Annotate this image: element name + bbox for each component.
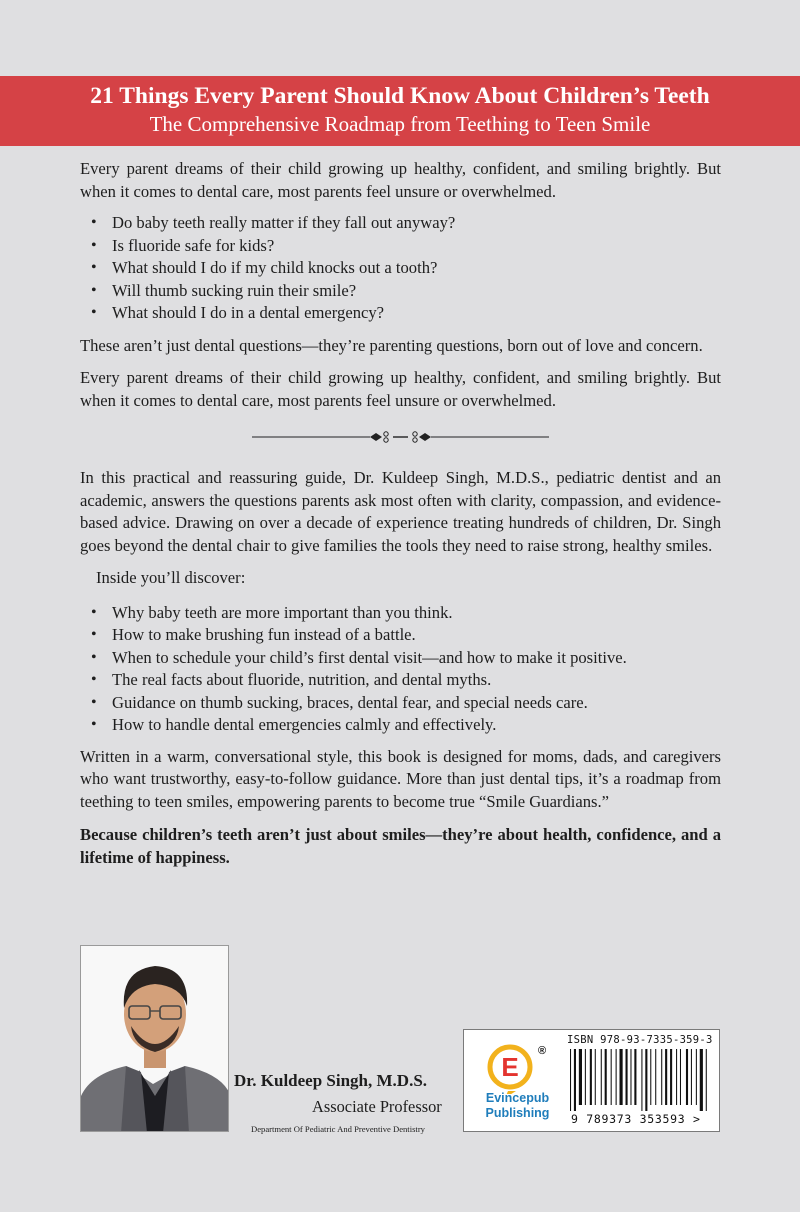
barcode-bar <box>650 1049 651 1105</box>
publisher-name-line2: Publishing <box>485 1106 550 1120</box>
barcode-bar <box>691 1049 692 1105</box>
barcode-bar <box>665 1049 667 1105</box>
description-paragraph: In this practical and reassuring guide, Dr. Kuldeep Singh, M.D.S., pediatric dentist and an academic, answers the questions parents ask most often with clarity, compassion, and evidence-based advice. Drawing on over a decade of experience treating hundreds of children, Dr. Singh goes beyond the dental chair to give families the tools they need to raise strong, healthy smiles. <box>80 468 721 555</box>
list-item: • What should I do if my child knocks out a tooth? <box>80 257 721 280</box>
publisher-logo-letter: E <box>501 1052 519 1082</box>
questions-list <box>80 212 721 325</box>
isbn-label: ISBN 978-93-7335-359-3 <box>567 1034 713 1046</box>
discover-list <box>80 602 721 737</box>
style-note-paragraph: Written in a warm, conversational style, this book is designed for moms, dads, and caregivers who want trustworthy, easy-to-follow guidance. More than just dental tips, it’s a roadmap from teething to teen smiles, empowering parents to become true “Smile Guardians.” <box>80 746 721 811</box>
author-name: Dr. Kuldeep Singh, M.D.S. <box>234 1071 428 1090</box>
list-item: • Will thumb sucking ruin their smile? <box>80 280 721 303</box>
barcode-bar <box>616 1049 617 1105</box>
list-item: • Guidance on thumb sucking, braces, dental fear, and special needs care. <box>80 692 721 715</box>
list-item: • How to make brushing fun instead of a battle. <box>80 624 721 647</box>
list-item: • Do baby teeth really matter if they fall out anyway? <box>80 212 721 235</box>
barcode-bar <box>574 1049 576 1111</box>
barcode-bar <box>570 1049 571 1111</box>
intro-repeat-paragraph: Every parent dreams of their child growing up healthy, confident, and smiling brightly. But when it comes to dental care, most parents feel unsure or overwhelmed. <box>80 368 721 410</box>
barcode-bar <box>680 1049 681 1105</box>
barcode-bar <box>661 1049 662 1105</box>
barcode-bar <box>634 1049 636 1105</box>
questions-note: These aren’t just dental questions—they’re parenting questions, born out of love and concern. <box>80 335 703 355</box>
author-department: Department Of Pediatric And Preventive Dentistry <box>251 1124 425 1134</box>
barcode-bar <box>595 1049 596 1105</box>
publisher-name-line1: Evincepub <box>485 1091 550 1105</box>
author-portrait-icon <box>81 946 229 1132</box>
barcode-bar <box>676 1049 677 1105</box>
intro-paragraph: Every parent dreams of their child growing up healthy, confident, and smiling brightly. But when it comes to dental care, most parents feel unsure or overwhelmed. <box>80 159 721 201</box>
publisher-logo-icon <box>472 1038 552 1094</box>
barcode-bar <box>611 1049 612 1105</box>
discover-heading: Inside you’ll discover: <box>96 568 246 587</box>
author-photo <box>80 945 229 1132</box>
list-item: • Why baby teeth are more important than you think. <box>80 602 721 625</box>
author-role: Associate Professor <box>312 1097 442 1116</box>
barcode-bar <box>686 1049 688 1105</box>
barcode-bar <box>630 1049 631 1105</box>
barcode-bar <box>585 1049 586 1105</box>
publisher-name <box>480 1091 555 1121</box>
barcode-bar <box>590 1049 592 1105</box>
barcode-digits: 9 789373 353593 > <box>571 1112 701 1126</box>
list-item: • What should I do in a dental emergency? <box>80 302 721 325</box>
barcode-bar <box>601 1049 602 1105</box>
title-banner <box>0 76 800 146</box>
barcode-bar <box>670 1049 672 1105</box>
barcode-bar <box>626 1049 628 1105</box>
registered-mark: ® <box>537 1045 547 1057</box>
barcode-bar <box>645 1049 647 1111</box>
closing-statement: Because children’s teeth aren’t just about smiles—they’re about health, confidence, and a lifetime of happiness. <box>80 825 721 867</box>
list-item: • The real facts about fluoride, nutrition, and dental myths. <box>80 669 721 692</box>
list-item: • How to handle dental emergencies calmly and effectively. <box>80 714 721 737</box>
barcode-bar <box>641 1049 642 1111</box>
ornamental-divider <box>80 427 721 447</box>
isbn-block <box>463 1029 720 1132</box>
book-subtitle: The Comprehensive Roadmap from Teething to Teen Smile <box>149 112 651 136</box>
barcode-bar <box>700 1049 703 1111</box>
barcode-bar <box>706 1049 707 1111</box>
book-title: 21 Things Every Parent Should Know About Children’s Teeth <box>90 83 710 109</box>
barcode-bar <box>620 1049 623 1105</box>
ornament-icon <box>252 428 549 446</box>
list-item: • Is fluoride safe for kids? <box>80 235 721 258</box>
back-cover-text <box>80 158 721 869</box>
barcode-bar <box>605 1049 607 1105</box>
barcode-bar <box>655 1049 656 1105</box>
list-item: • When to schedule your child’s first dental visit—and how to make it positive. <box>80 647 721 670</box>
barcode-bar <box>579 1049 582 1105</box>
barcode-icon <box>564 1049 714 1111</box>
barcode-bar <box>696 1049 697 1105</box>
